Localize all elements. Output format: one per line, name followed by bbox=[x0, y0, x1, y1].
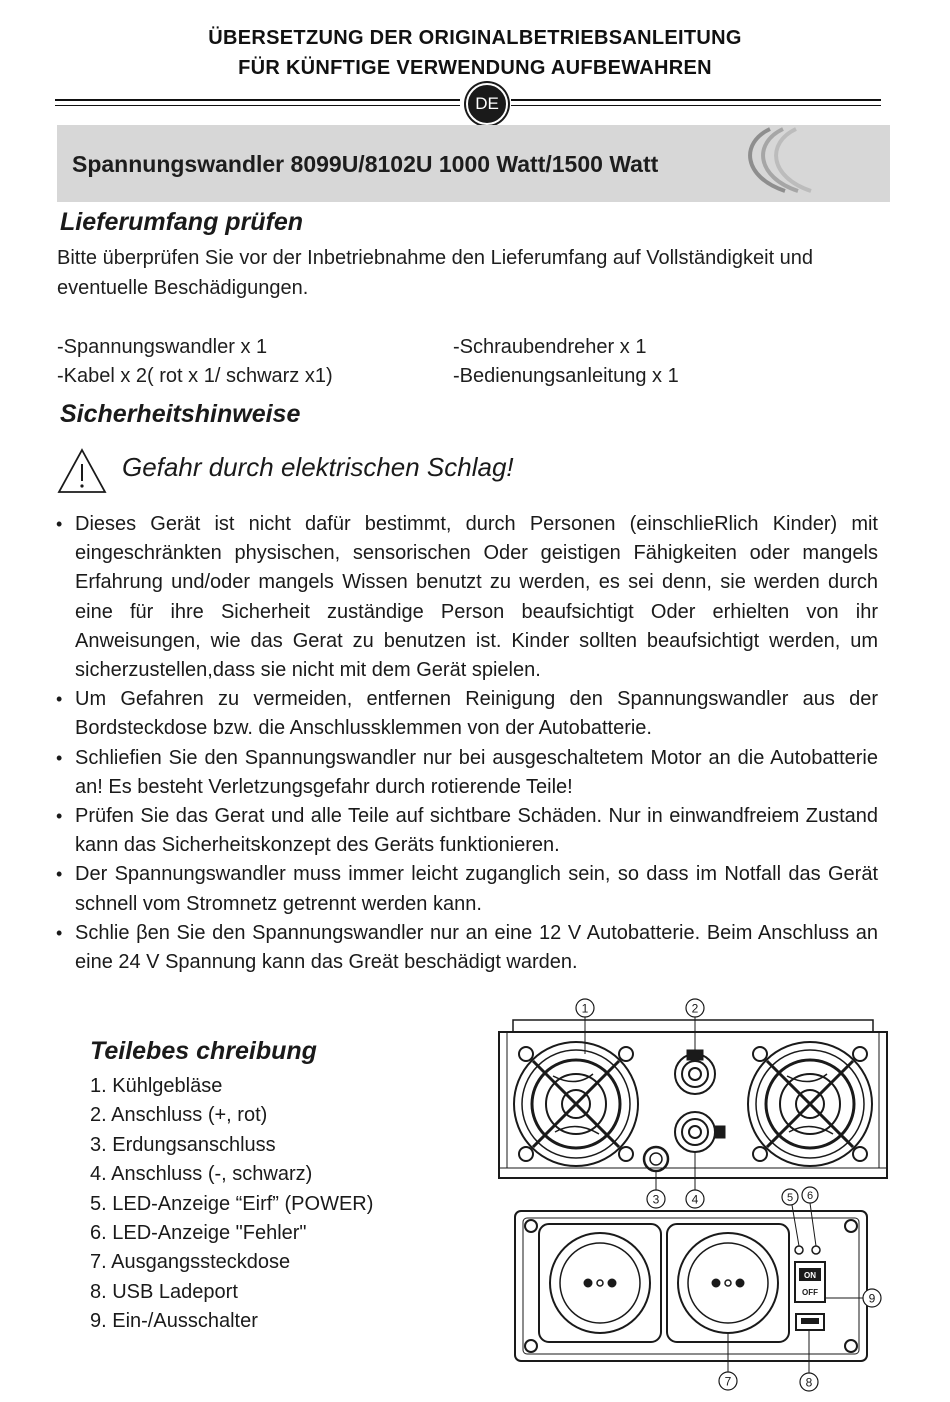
delivery-item: -Spannungswandler x 1 bbox=[57, 336, 268, 358]
callout-label: 4 bbox=[691, 1192, 699, 1207]
delivery-intro-line-1: Bitte überprüfen Sie vor der Inbetriebnahme den Lieferumfang auf Vollständigkeit und bbox=[57, 247, 814, 269]
callout-label: 7 bbox=[724, 1374, 732, 1389]
language-badge: DE bbox=[466, 83, 508, 125]
parts-list-item: 3. Erdungsanschluss bbox=[90, 1133, 276, 1156]
parts-list-item: 6. LED-Anzeige "Fehler" bbox=[90, 1222, 307, 1245]
output-socket-icon bbox=[539, 1224, 661, 1342]
warning-triangle-icon bbox=[57, 448, 107, 494]
parts-list bbox=[90, 1072, 373, 1337]
title-bar bbox=[57, 125, 890, 202]
ground-terminal-icon bbox=[644, 1147, 668, 1171]
safety-bullet-list bbox=[55, 510, 878, 977]
positive-terminal-icon bbox=[675, 1050, 715, 1094]
safety-bullet: • Schlie βen Sie den Spannungswandler nur an eine 12 V Autobatterie. Beim Anschluss an eine 24 V Spannung kann das Greät beschädigt warden. bbox=[55, 919, 878, 977]
callout-label: 2 bbox=[691, 1001, 699, 1016]
delivery-item: -Bedienungsanleitung x 1 bbox=[453, 365, 679, 387]
power-led-icon bbox=[795, 1246, 803, 1254]
parts-list-item: 7. Ausgangssteckdose bbox=[90, 1251, 291, 1274]
callout-label: 9 bbox=[868, 1291, 876, 1306]
safety-bullet: • Prüfen Sie das Gerat und alle Teile auf sichtbare Schäden. Nur in einwandfreiem Zustand kann das Sicherheitskonzept des Geräts funktionieren. bbox=[55, 802, 878, 860]
parts-heading: Teilebes chreibung bbox=[90, 1037, 317, 1065]
callout-label: 5 bbox=[786, 1192, 794, 1204]
parts-list-item: 5. LED-Anzeige “Eirf” (POWER) bbox=[90, 1192, 374, 1215]
header-rule-right-top bbox=[511, 99, 881, 101]
delivery-item: -Kabel x 2( rot x 1/ schwarz x1) bbox=[57, 365, 333, 387]
parts-list-item: 4. Anschluss (-, schwarz) bbox=[90, 1163, 313, 1186]
callout-label: 8 bbox=[805, 1375, 813, 1390]
parts-list-item: 8. USB Ladeport bbox=[90, 1280, 238, 1303]
inverter-diagram bbox=[493, 996, 893, 1396]
output-socket-icon bbox=[667, 1224, 789, 1342]
delivery-intro-line-2: eventuelle Beschädigungen. bbox=[57, 277, 309, 299]
header-line-1: ÜBERSETZUNG DER ORIGINALBETRIEBSANLEITUNG bbox=[208, 27, 742, 49]
negative-terminal-icon bbox=[675, 1112, 725, 1152]
parts-list-item: 2. Anschluss (+, rot) bbox=[90, 1104, 268, 1127]
callout-label: 1 bbox=[581, 1001, 589, 1016]
delivery-heading: Lieferumfang prüfen bbox=[60, 208, 304, 236]
header-rule-left-top bbox=[55, 99, 460, 101]
safety-bullet: • Um Gefahren zu vermeiden, entfernen Reinigung den Spannungswandler aus der Bordsteckdose bzw. die Anschlussklemmen von der Autobatterie. bbox=[55, 685, 878, 743]
delivery-item: -Schraubendreher x 1 bbox=[453, 336, 647, 358]
header-rule-left-bottom bbox=[55, 105, 460, 106]
fault-led-icon bbox=[812, 1246, 820, 1254]
callout-label: 3 bbox=[652, 1192, 660, 1207]
swirl-decoration-icon bbox=[725, 125, 815, 202]
safety-bullet: • Schliefien Sie den Spannungswandler nur bei ausgeschaltetem Motor an die Autobatterie an! Es besteht Verletzungsgefahr durch rotierende Teile! bbox=[55, 744, 878, 802]
safety-bullet: • Dieses Gerät ist nicht dafür bestimmt, durch Personen (einschlieRlich Kinder) mit eingeschränkten physischen, sensorischen Oder geistigen Fähigkeiten oder mangels Erfahrung und/oder mangels Wissen benutzt zu werden, es sei denn, sie werden durch eine für ihre Sicherheit zuständige Person beaufsichtigt Oder erhielten von ihr Anweisungen, wie das Gerat zu benutzen ist. Kinder sollten beaufsichtigt werden, um sicherzustellen,dass sie nicht mit dem Gerät spielen. bbox=[55, 510, 878, 685]
usb-port-icon bbox=[796, 1314, 824, 1330]
callout-label: 6 bbox=[806, 1190, 814, 1202]
parts-list-item: 1. Kühlgebläse bbox=[90, 1075, 223, 1097]
safety-bullet: • Der Spannungswandler muss immer leicht zuganglich sein, so dass im Notfall das Gerät schnell vom Stromnetz getrennt werden kann. bbox=[55, 860, 878, 918]
cooling-fan-icon bbox=[514, 1042, 638, 1166]
switch-off-label: OFF bbox=[802, 1288, 818, 1297]
header-rule-right-bottom bbox=[511, 105, 881, 106]
header-line-2: FÜR KÜNFTIGE VERWENDUNG AUFBEWAHREN bbox=[238, 57, 712, 79]
warning-text: Gefahr durch elektrischen Schlag! bbox=[122, 452, 514, 482]
power-switch[interactable] bbox=[795, 1262, 825, 1302]
parts-list-item: 9. Ein-/Ausschalter bbox=[90, 1310, 258, 1333]
safety-heading: Sicherheitshinweise bbox=[60, 400, 301, 428]
switch-on-label: ON bbox=[804, 1271, 816, 1280]
document-title: Spannungswandler 8099U/8102U 1000 Watt/1500 Watt bbox=[72, 151, 659, 177]
cooling-fan-icon bbox=[748, 1042, 872, 1166]
